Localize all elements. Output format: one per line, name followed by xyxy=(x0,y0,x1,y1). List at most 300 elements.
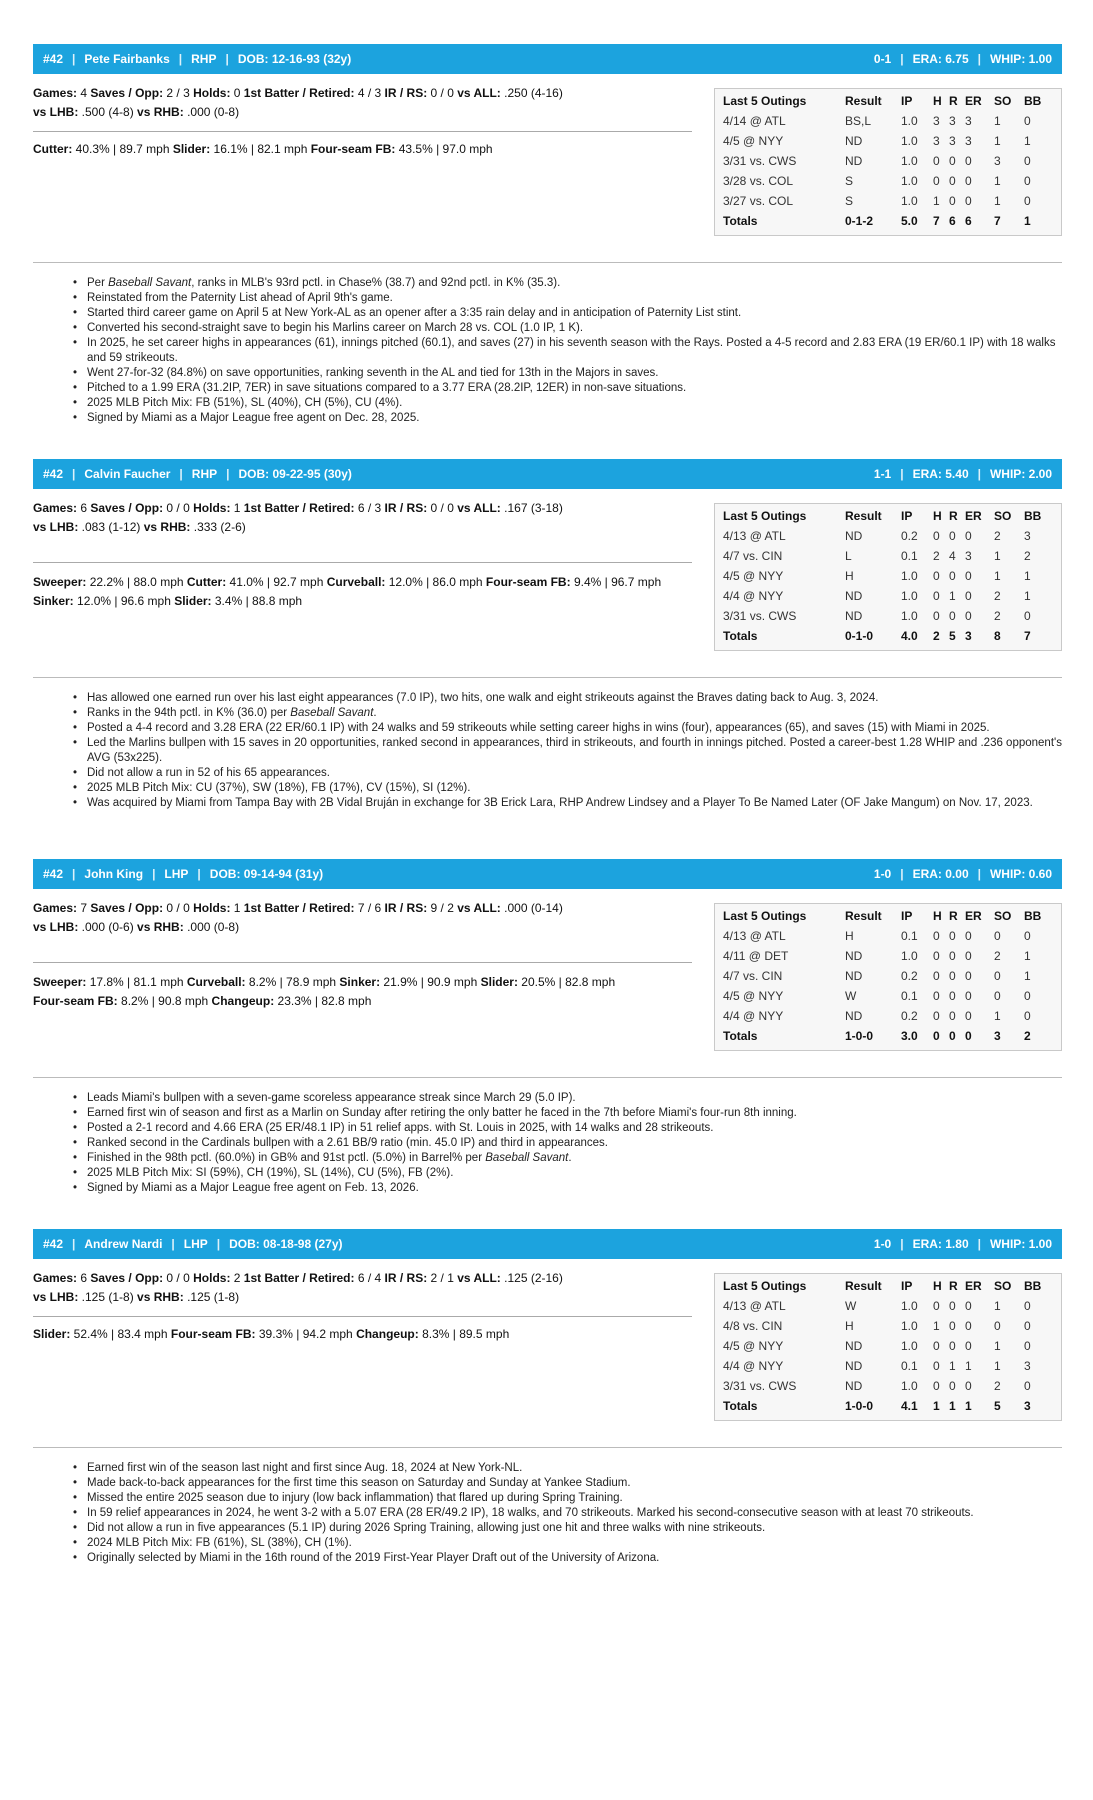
note-item xyxy=(87,366,1062,381)
totals-cell: 1-0-0 xyxy=(845,1399,874,1413)
outing-cell: 0 xyxy=(965,609,972,623)
stat-value: 12.0% | 96.6 mph xyxy=(73,594,175,608)
outing-cell: 3/31 vs. CWS xyxy=(723,154,797,168)
stat-label: Games: xyxy=(33,901,78,915)
column-header: Last 5 Outings xyxy=(723,94,807,108)
outing-cell: H xyxy=(845,1319,854,1333)
outings-table xyxy=(723,506,1055,646)
outing-cell: 0 xyxy=(965,174,972,188)
totals-cell: 0 xyxy=(965,1029,972,1043)
note-text: Led the Marlins bullpen with 15 saves in 20 opportunities, ranked second in appearances, third in strikeouts, and fourth in innings pitched. Posted a career-best 1.28 WHIP and .236 opponent's AVG (53x225). xyxy=(87,737,1062,764)
outing-cell: 2 xyxy=(994,1379,1001,1393)
column-header: IP xyxy=(901,909,913,923)
note-item xyxy=(87,706,1062,721)
stat-value: 8.2% | 90.8 mph xyxy=(117,994,212,1008)
outing-cell: 3 xyxy=(1024,1359,1031,1373)
outing-cell: 3/31 vs. CWS xyxy=(723,1379,797,1393)
era-value: ERA: 5.40 xyxy=(912,467,969,481)
totals-cell: Totals xyxy=(723,629,758,643)
source-name: Baseball Savant xyxy=(108,277,192,289)
era-value: ERA: 1.80 xyxy=(912,1237,969,1251)
totals-cell: 0-1-2 xyxy=(845,214,874,228)
outing-cell: 0 xyxy=(949,194,956,208)
note-item xyxy=(87,766,1062,781)
totals-cell: 0-1-0 xyxy=(845,629,874,643)
totals-cell: 7 xyxy=(933,214,940,228)
pitcher-header-bar xyxy=(33,44,1062,74)
outing-cell: 3/31 vs. CWS xyxy=(723,609,797,623)
outing-cell: 0 xyxy=(949,174,956,188)
jersey-number: #42 xyxy=(43,52,64,66)
pitch-mix-line xyxy=(33,573,703,592)
outing-cell: 1.0 xyxy=(901,1379,918,1393)
stat-value: 4 xyxy=(77,86,91,100)
note-text: Did not allow a run in 52 of his 65 appearances. xyxy=(87,767,330,779)
outing-row xyxy=(723,131,1055,151)
whip-value: WHIP: 1.00 xyxy=(989,52,1052,66)
stat-value: .500 (4-8) xyxy=(78,105,138,119)
pitch-mix-line xyxy=(33,592,703,611)
separator: | xyxy=(178,52,183,66)
stat-value: 0 / 0 xyxy=(427,501,458,515)
totals-cell: Totals xyxy=(723,1029,758,1043)
outing-cell: 4/13 @ ATL xyxy=(723,929,786,943)
outing-cell: 1.0 xyxy=(901,569,918,583)
outing-cell: 3 xyxy=(965,134,972,148)
stat-label: vs ALL: xyxy=(457,1271,501,1285)
outing-cell: 0 xyxy=(933,589,940,603)
outing-cell: 0 xyxy=(1024,154,1031,168)
totals-cell: 5 xyxy=(994,1399,1001,1413)
stat-label: Saves / Opp: xyxy=(90,86,164,100)
stat-value: 0 / 0 xyxy=(163,1271,194,1285)
totals-row xyxy=(723,1396,1055,1416)
outing-cell: 0 xyxy=(933,949,940,963)
season-record: 1-0 xyxy=(873,867,892,881)
outing-cell: 0 xyxy=(933,1339,940,1353)
outing-cell: 0 xyxy=(933,989,940,1003)
stat-label: Curveball: xyxy=(326,575,386,589)
stat-label: vs LHB: xyxy=(33,920,79,934)
stat-label: vs RHB: xyxy=(143,520,191,534)
outing-row xyxy=(723,1296,1055,1316)
note-text: Ranked second in the Cardinals bullpen with a 2.61 BB/9 ratio (min. 45.0 IP) and third in appearances. xyxy=(87,1137,609,1149)
outing-cell: 0 xyxy=(1024,194,1031,208)
note-item xyxy=(87,1181,1062,1196)
outing-row xyxy=(723,151,1055,171)
stat-value: 52.4% | 83.4 mph xyxy=(70,1327,171,1341)
stat-value: 1 xyxy=(230,901,244,915)
outing-cell: 0 xyxy=(933,569,940,583)
outing-cell: 0 xyxy=(1024,989,1031,1003)
outing-cell: 0.1 xyxy=(901,989,918,1003)
column-header: R xyxy=(949,1279,958,1293)
totals-cell: 8 xyxy=(994,629,1001,643)
note-text: 2025 MLB Pitch Mix: CU (37%), SW (18%), FB (17%), CV (15%), SI (12%). xyxy=(87,782,471,794)
outing-cell: 1 xyxy=(994,1009,1001,1023)
outing-cell: 0 xyxy=(949,1379,956,1393)
stat-value: .125 (1-8) xyxy=(78,1290,138,1304)
outing-cell: 0 xyxy=(965,1319,972,1333)
stat-value: .000 (0-14) xyxy=(500,901,563,915)
stat-label: Holds: xyxy=(193,501,231,515)
stat-label: Slider: xyxy=(480,975,518,989)
outing-cell: 1 xyxy=(933,194,940,208)
note-text: Earned first win of season and first as a Marlin on Sunday after retiring the only batter he faced in the 7th before Miami's four-run 8th inning. xyxy=(87,1107,797,1119)
outing-cell: 4/11 @ DET xyxy=(723,949,789,963)
column-header: ER xyxy=(965,509,982,523)
stat-value: 6 xyxy=(77,501,91,515)
era-value: ERA: 0.00 xyxy=(912,867,969,881)
outing-cell: ND xyxy=(845,969,863,983)
stats-line xyxy=(33,103,693,122)
stat-label: Cutter: xyxy=(186,575,227,589)
stats-line xyxy=(33,1288,693,1307)
note-text: Signed by Miami as a Major League free agent on Dec. 28, 2025. xyxy=(87,412,420,424)
outing-cell: 4/5 @ NYY xyxy=(723,989,784,1003)
separator: | xyxy=(900,1237,904,1251)
note-item xyxy=(87,321,1062,336)
outing-cell: S xyxy=(845,194,854,208)
note-text: Ranks in the 94th pctl. in K% (36.0) per xyxy=(87,707,291,719)
column-header: ER xyxy=(965,94,982,108)
stat-label: vs RHB: xyxy=(137,105,184,119)
note-item xyxy=(87,736,1062,766)
note-text: In 2025, he set career highs in appearances (61), innings pitched (60.1), and saves (27) in his seventh season with the Rays. Posted a 4-5 record and 2.83 ERA (19 ER/60.1 IP) with 18 walks and 59 strikeouts. xyxy=(87,337,1056,364)
stats-line xyxy=(33,918,693,937)
outing-cell: 0 xyxy=(1024,1009,1031,1023)
outing-cell: 0 xyxy=(949,1299,956,1313)
outings-header-row xyxy=(723,906,1055,926)
separator: | xyxy=(152,867,156,881)
outing-cell: 0 xyxy=(965,1009,972,1023)
outing-cell: 0 xyxy=(994,969,1001,983)
pitch-mix-line xyxy=(33,1325,703,1344)
stat-value: .000 (0-8) xyxy=(183,920,240,934)
outing-cell: ND xyxy=(845,134,863,148)
outing-cell: H xyxy=(845,569,854,583)
pitcher-name: Pete Fairbanks xyxy=(84,52,170,66)
throws-hand: LHP xyxy=(164,867,189,881)
note-item xyxy=(87,336,1062,366)
stat-value: 0 / 0 xyxy=(427,86,458,100)
outing-cell: 3 xyxy=(949,114,956,128)
separator: | xyxy=(72,867,76,881)
stat-label: Holds: xyxy=(193,86,231,100)
separator: | xyxy=(216,1237,221,1251)
separator: | xyxy=(977,467,981,481)
outing-cell: 1 xyxy=(994,134,1001,148)
separator: | xyxy=(72,1237,76,1251)
last-five-outings xyxy=(714,903,1062,1051)
season-record: 1-1 xyxy=(873,467,892,481)
stat-value: 7 / 6 xyxy=(354,901,385,915)
outing-cell: 3 xyxy=(965,114,972,128)
season-stats xyxy=(33,1269,693,1307)
outing-row xyxy=(723,546,1055,566)
note-text: Earned first win of the season last night and first since Aug. 18, 2024 at New York-NL. xyxy=(87,1462,523,1474)
outing-cell: 1.0 xyxy=(901,949,918,963)
column-header: BB xyxy=(1024,94,1042,108)
stat-value: .167 (3-18) xyxy=(500,501,563,515)
outing-cell: 1.0 xyxy=(901,1299,918,1313)
date-of-birth: DOB: 09-14-94 (31y) xyxy=(209,867,324,881)
outing-cell: 0 xyxy=(965,589,972,603)
outings-table xyxy=(723,91,1055,231)
stats-divider xyxy=(33,131,692,132)
outing-cell: 0.2 xyxy=(901,1009,918,1023)
outing-cell: 1.0 xyxy=(901,1339,918,1353)
outing-cell: 1 xyxy=(1024,969,1031,983)
stat-label: vs ALL: xyxy=(457,86,501,100)
stat-label: Saves / Opp: xyxy=(90,901,164,915)
pitch-mix-line xyxy=(33,140,703,159)
outing-cell: 0 xyxy=(933,1009,940,1023)
note-text: Was acquired by Miami from Tampa Bay with 2B Vidal Bruján in exchange for 3B Erick Lara, RHP Andrew Lindsey and a Player To Be Named Later (OF Jake Mangum) on Nov. 17, 2023. xyxy=(87,797,1033,809)
pitch-mix xyxy=(33,573,703,611)
stats-line xyxy=(33,499,693,518)
note-item xyxy=(87,1091,1062,1106)
stat-label: Holds: xyxy=(193,901,231,915)
outing-cell: 3/28 vs. COL xyxy=(723,174,794,188)
outing-cell: ND xyxy=(845,949,863,963)
stat-label: vs ALL: xyxy=(457,901,501,915)
separator: | xyxy=(226,467,230,481)
totals-cell: 3 xyxy=(994,1029,1001,1043)
totals-cell: 1-0-0 xyxy=(845,1029,874,1043)
stat-value: 1 xyxy=(230,501,244,515)
outing-cell: 4/4 @ NYY xyxy=(723,589,784,603)
whip-value: WHIP: 0.60 xyxy=(989,867,1052,881)
stats-divider xyxy=(33,962,692,963)
separator: | xyxy=(977,867,981,881)
outing-cell: 0 xyxy=(965,1299,972,1313)
outing-cell: 1 xyxy=(933,1319,940,1333)
date-of-birth: DOB: 09-22-95 (30y) xyxy=(238,467,352,481)
note-text: Has allowed one earned run over his last eight appearances (7.0 IP), two hits, one walk and eight strikeouts against the Braves dating back to Aug. 3, 2024. xyxy=(87,692,879,704)
note-text: Reinstated from the Paternity List ahead of April 9th's game. xyxy=(87,292,393,304)
outing-cell: 4/4 @ NYY xyxy=(723,1359,784,1373)
column-header: ER xyxy=(965,909,982,923)
outing-row xyxy=(723,111,1055,131)
pitch-mix xyxy=(33,140,703,159)
note-text: Pitched to a 1.99 ERA (31.2IP, 7ER) in save situations compared to a 3.77 ERA (28.2IP, 12ER) in non-save situations. xyxy=(87,382,687,394)
outing-cell: 0 xyxy=(994,1319,1001,1333)
totals-cell: 3.0 xyxy=(901,1029,918,1043)
outing-cell: 1.0 xyxy=(901,194,918,208)
outing-cell: 1.0 xyxy=(901,1319,918,1333)
stats-divider xyxy=(33,562,692,563)
stat-label: Sinker: xyxy=(339,975,381,989)
column-header: H xyxy=(933,1279,942,1293)
note-text: Did not allow a run in five appearances (5.1 IP) during 2026 Spring Training, allowing just one hit and three walks with nine strikeouts. xyxy=(87,1522,766,1534)
outing-cell: 0 xyxy=(949,569,956,583)
stat-value: .083 (1-12) xyxy=(78,520,144,534)
note-item xyxy=(87,1551,1062,1566)
note-item xyxy=(87,381,1062,396)
stat-value: 0 / 0 xyxy=(163,901,194,915)
column-header: IP xyxy=(901,94,913,108)
column-header: BB xyxy=(1024,1279,1042,1293)
outing-row xyxy=(723,171,1055,191)
note-text: Posted a 4-4 record and 3.28 ERA (22 ER/60.1 IP) with 24 walks and 59 strikeouts while setting career highs in wins (four), appearances (65), and saves (15) with Miami in 2025. xyxy=(87,722,990,734)
pitcher-header-bar xyxy=(33,859,1062,889)
note-item xyxy=(87,1476,1062,1491)
stat-value: .125 (1-8) xyxy=(183,1290,240,1304)
outing-cell: 0.1 xyxy=(901,929,918,943)
outing-cell: 0 xyxy=(965,969,972,983)
stat-label: vs LHB: xyxy=(33,1290,79,1304)
outing-cell: 0 xyxy=(1024,1319,1031,1333)
outing-cell: 1.0 xyxy=(901,174,918,188)
stat-label: IR / RS: xyxy=(384,901,428,915)
last-five-outings xyxy=(714,88,1062,236)
stat-label: 1st Batter / Retired: xyxy=(243,1271,355,1285)
stat-label: Games: xyxy=(33,1271,78,1285)
pitch-mix xyxy=(33,1325,703,1344)
outing-cell: 0 xyxy=(949,949,956,963)
note-item xyxy=(87,796,1062,811)
stat-label: Curveball: xyxy=(186,975,246,989)
separator: | xyxy=(171,1237,175,1251)
note-item xyxy=(87,1506,1062,1521)
outing-cell: 4/5 @ NYY xyxy=(723,569,784,583)
outing-cell: 1.0 xyxy=(901,154,918,168)
notes-list xyxy=(87,1461,1062,1566)
note-text: Finished in the 98th pctl. (60.0%) in GB% and 91st pctl. (5.0%) in Barrel% per xyxy=(87,1152,486,1164)
stat-value: 22.2% | 88.0 mph xyxy=(86,575,187,589)
outing-cell: 1 xyxy=(1024,949,1031,963)
column-header: Result xyxy=(845,94,882,108)
outing-cell: 3 xyxy=(933,134,940,148)
outing-cell: 1.0 xyxy=(901,609,918,623)
outing-cell: 1 xyxy=(965,1359,972,1373)
outing-cell: 0 xyxy=(949,529,956,543)
stat-value: 6 / 4 xyxy=(354,1271,385,1285)
totals-cell: 5 xyxy=(949,629,956,643)
notes-list xyxy=(87,1091,1062,1196)
outing-row xyxy=(723,1376,1055,1396)
stats-line xyxy=(33,1269,693,1288)
pitcher-name: John King xyxy=(84,867,144,881)
outing-row xyxy=(723,986,1055,1006)
column-header: H xyxy=(933,94,942,108)
column-header: Result xyxy=(845,1279,882,1293)
outing-cell: 1 xyxy=(994,194,1001,208)
pitcher-name: Andrew Nardi xyxy=(84,1237,163,1251)
separator: | xyxy=(900,867,904,881)
outing-cell: 0 xyxy=(949,1339,956,1353)
note-item xyxy=(87,1166,1062,1181)
stats-line xyxy=(33,518,693,537)
section-divider xyxy=(33,1447,1062,1448)
pitch-mix-line xyxy=(33,992,703,1011)
outings-header-row xyxy=(723,1276,1055,1296)
pitch-mix xyxy=(33,973,703,1011)
note-item xyxy=(87,1106,1062,1121)
column-header: Result xyxy=(845,909,882,923)
outing-cell: S xyxy=(845,174,854,188)
stat-value: 17.8% | 81.1 mph xyxy=(86,975,187,989)
separator: | xyxy=(72,467,76,481)
outing-cell: 1 xyxy=(1024,569,1031,583)
notes-list xyxy=(87,691,1062,811)
section-divider xyxy=(33,1077,1062,1078)
outing-row xyxy=(723,1006,1055,1026)
outing-cell: 1 xyxy=(1024,134,1031,148)
stat-label: Saves / Opp: xyxy=(90,501,164,515)
stat-value: 21.9% | 90.9 mph xyxy=(380,975,481,989)
note-text: 2025 MLB Pitch Mix: SI (59%), CH (19%), SL (14%), CU (5%), FB (2%). xyxy=(87,1167,454,1179)
stat-value: 6 xyxy=(77,1271,91,1285)
outing-cell: L xyxy=(845,549,852,563)
stats-divider xyxy=(33,1316,692,1317)
outing-cell: 0 xyxy=(949,1009,956,1023)
stat-value: 7 xyxy=(77,901,91,915)
stat-value: 23.3% | 82.8 mph xyxy=(274,994,372,1008)
outing-cell: ND xyxy=(845,1359,863,1373)
totals-row xyxy=(723,1026,1055,1046)
outing-cell: 0 xyxy=(965,1339,972,1353)
stat-value: 41.0% | 92.7 mph xyxy=(226,575,327,589)
outing-cell: 0 xyxy=(1024,609,1031,623)
stat-label: Slider: xyxy=(33,1327,71,1341)
outing-cell: 2 xyxy=(994,529,1001,543)
stat-label: vs RHB: xyxy=(137,1290,184,1304)
outing-cell: 1 xyxy=(1024,589,1031,603)
section-divider xyxy=(33,262,1062,263)
stat-label: Cutter: xyxy=(33,142,73,156)
stat-value: 2 / 3 xyxy=(163,86,194,100)
outings-header-row xyxy=(723,506,1055,526)
column-header: SO xyxy=(994,509,1012,523)
outing-cell: ND xyxy=(845,154,863,168)
outing-cell: 2 xyxy=(994,589,1001,603)
totals-cell: 1 xyxy=(933,1399,940,1413)
outing-cell: 0 xyxy=(933,609,940,623)
note-item xyxy=(87,1151,1062,1166)
outing-row xyxy=(723,1356,1055,1376)
outing-cell: 4/14 @ ATL xyxy=(723,114,786,128)
whip-value: WHIP: 2.00 xyxy=(989,467,1052,481)
note-text: Went 27-for-32 (84.8%) on save opportunities, ranking seventh in the AL and tied for 13th in the Majors in saves. xyxy=(87,367,659,379)
stat-label: vs ALL: xyxy=(457,501,501,515)
stat-value: 16.1% | 82.1 mph xyxy=(210,142,311,156)
stat-label: IR / RS: xyxy=(384,1271,428,1285)
totals-cell: 4.0 xyxy=(901,629,918,643)
stat-value: 9 / 2 xyxy=(427,901,458,915)
outing-row xyxy=(723,586,1055,606)
outing-cell: 4/5 @ NYY xyxy=(723,1339,784,1353)
note-text: 2024 MLB Pitch Mix: FB (61%), SL (38%), CH (1%). xyxy=(87,1537,352,1549)
outing-cell: ND xyxy=(845,1009,863,1023)
stat-label: Sweeper: xyxy=(33,575,87,589)
note-item xyxy=(87,781,1062,796)
outing-cell: 0 xyxy=(933,529,940,543)
date-of-birth: DOB: 12-16-93 (32y) xyxy=(237,52,352,66)
outing-cell: 0 xyxy=(949,929,956,943)
stat-value: 4 / 3 xyxy=(354,86,385,100)
outing-cell: ND xyxy=(845,589,863,603)
note-item xyxy=(87,1521,1062,1536)
outing-cell: 1.0 xyxy=(901,134,918,148)
totals-cell: 4.1 xyxy=(901,1399,918,1413)
stat-label: Four-seam FB: xyxy=(170,1327,256,1341)
note-text: Started third career game on April 5 at New York-AL as an opener after a 3:35 rain delay and in anticipation of Paternity List stint. xyxy=(87,307,742,319)
outing-cell: 0 xyxy=(949,609,956,623)
season-stats xyxy=(33,499,693,537)
pitcher-header-bar xyxy=(33,1229,1062,1259)
